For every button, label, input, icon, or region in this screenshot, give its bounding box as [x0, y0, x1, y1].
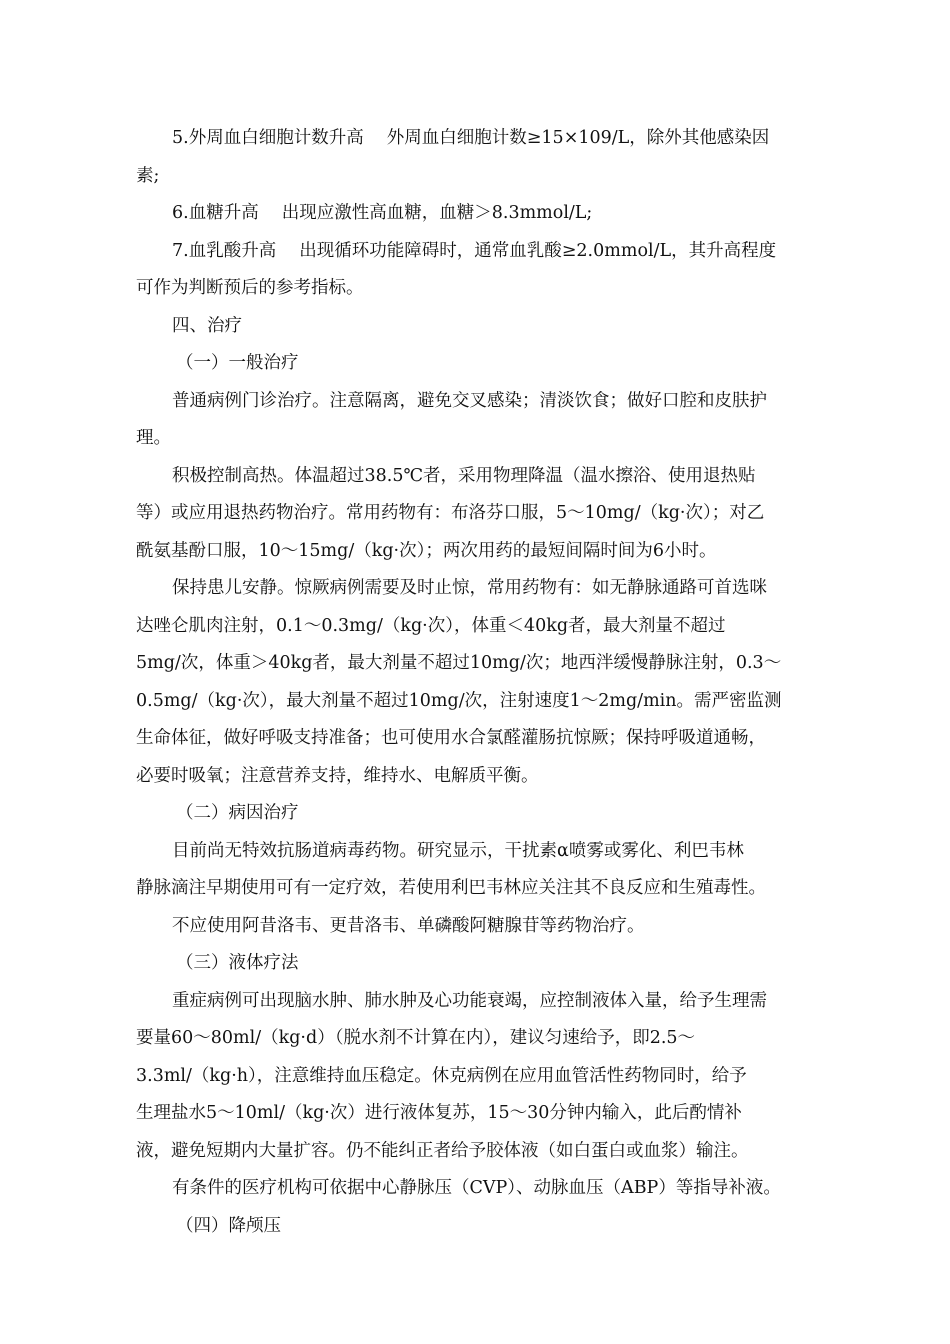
paragraph-fever-line-3: 酰氨基酚口服，10～15mg/（kg·次）；两次用药的最短间隔时间为6小时。 — [136, 540, 717, 561]
paragraph-glucose: 6.血糖升高 出现应激性高血糖，血糖＞8.3mmol/L; — [172, 203, 593, 223]
section-heading-treatment: 四、治疗 — [172, 315, 242, 336]
paragraph-antiviral-line-2: 静脉滴注早期使用可有一定疗效，若使用利巴韦林应关注其不良反应和生殖毒性。 — [136, 878, 766, 898]
paragraph-seizure-line-3: 5mg/次，体重＞40kg者，最大剂量不超过10mg/次；地西泮缓慢静脉注射，0.3～ — [136, 653, 782, 673]
paragraph-cvp-abp: 有条件的医疗机构可依据中心静脉压（CVP）、动脉血压（ABP）等指导补液。 — [172, 1178, 781, 1198]
subheading-fluid-therapy: （三）液体疗法 — [176, 953, 299, 973]
paragraph-lactate-line-1: 7.血乳酸升高 出现循环功能障碍时，通常血乳酸≥2.0mmol/L，其升高程度 — [172, 240, 777, 261]
subheading-general-treatment: （一）一般治疗 — [176, 353, 299, 373]
paragraph-wbc-line-2: 素; — [136, 165, 160, 186]
paragraph-lactate-line-2: 可作为判断预后的参考指标。 — [136, 278, 364, 298]
paragraph-seizure-line-6: 必要时吸氧；注意营养支持，维持水、电解质平衡。 — [136, 765, 539, 786]
paragraph-antiviral-line-1: 目前尚无特效抗肠道病毒药物。研究显示，干扰素α喷雾或雾化、利巴韦林 — [172, 840, 744, 861]
paragraph-seizure-line-5: 生命体征，做好呼吸支持准备；也可使用水合氯醛灌肠抗惊厥；保持呼吸道通畅， — [136, 728, 766, 748]
paragraph-fluid-line-3: 3.3ml/（kg·h），注意维持血压稳定。休克病例在应用血管活性药物同时，给予 — [136, 1065, 747, 1086]
paragraph-fluid-line-4: 生理盐水5～10ml/（kg·次）进行液体复苏，15～30分钟内输入，此后酌情补 — [136, 1103, 742, 1123]
paragraph-fever-line-1: 积极控制高热。体温超过38.5℃者，采用物理降温（温水擦浴、使用退热贴 — [172, 465, 756, 486]
paragraph-seizure-line-1: 保持患儿安静。惊厥病例需要及时止惊，常用药物有：如无静脉通路可首选咪 — [172, 578, 767, 598]
document-page — [136, 120, 826, 1245]
paragraph-fluid-line-5: 液，避免短期内大量扩容。仍不能纠正者给予胶体液（如白蛋白或血浆）输注。 — [136, 1140, 749, 1161]
subheading-etiologic-treatment: （二）病因治疗 — [176, 803, 299, 823]
paragraph-seizure-line-2: 达唑仑肌肉注射，0.1～0.3mg/（kg·次），体重＜40kg者，最大剂量不超过 — [136, 615, 726, 636]
paragraph-fluid-line-1: 重症病例可出现脑水肿、肺水肿及心功能衰竭，应控制液体入量，给予生理需 — [172, 990, 767, 1011]
paragraph-outpatient-line-1: 普通病例门诊治疗。注意隔离，避免交叉感染；清淡饮食；做好口腔和皮肤护 — [172, 390, 767, 411]
paragraph-outpatient-line-2: 理。 — [136, 428, 171, 448]
subheading-lower-intracranial-pressure: （四）降颅压 — [176, 1215, 281, 1236]
paragraph-seizure-line-4: 0.5mg/（kg·次），最大剂量不超过10mg/次，注射速度1～2mg/min。需严密监测 — [136, 690, 782, 711]
paragraph-contraindicated-drugs: 不应使用阿昔洛韦、更昔洛韦、单磷酸阿糖腺苷等药物治疗。 — [172, 915, 645, 936]
paragraph-fever-line-2: 等）或应用退热药物治疗。常用药物有：布洛芬口服，5～10mg/（kg·次）；对乙 — [136, 503, 765, 523]
paragraph-wbc-line-1: 5.外周血白细胞计数升高 外周血白细胞计数≥15×109/L，除外其他感染因 — [172, 128, 770, 148]
paragraph-fluid-line-2: 要量60～80ml/（kg·d）（脱水剂不计算在内），建议匀速给予，即2.5～ — [136, 1028, 696, 1048]
